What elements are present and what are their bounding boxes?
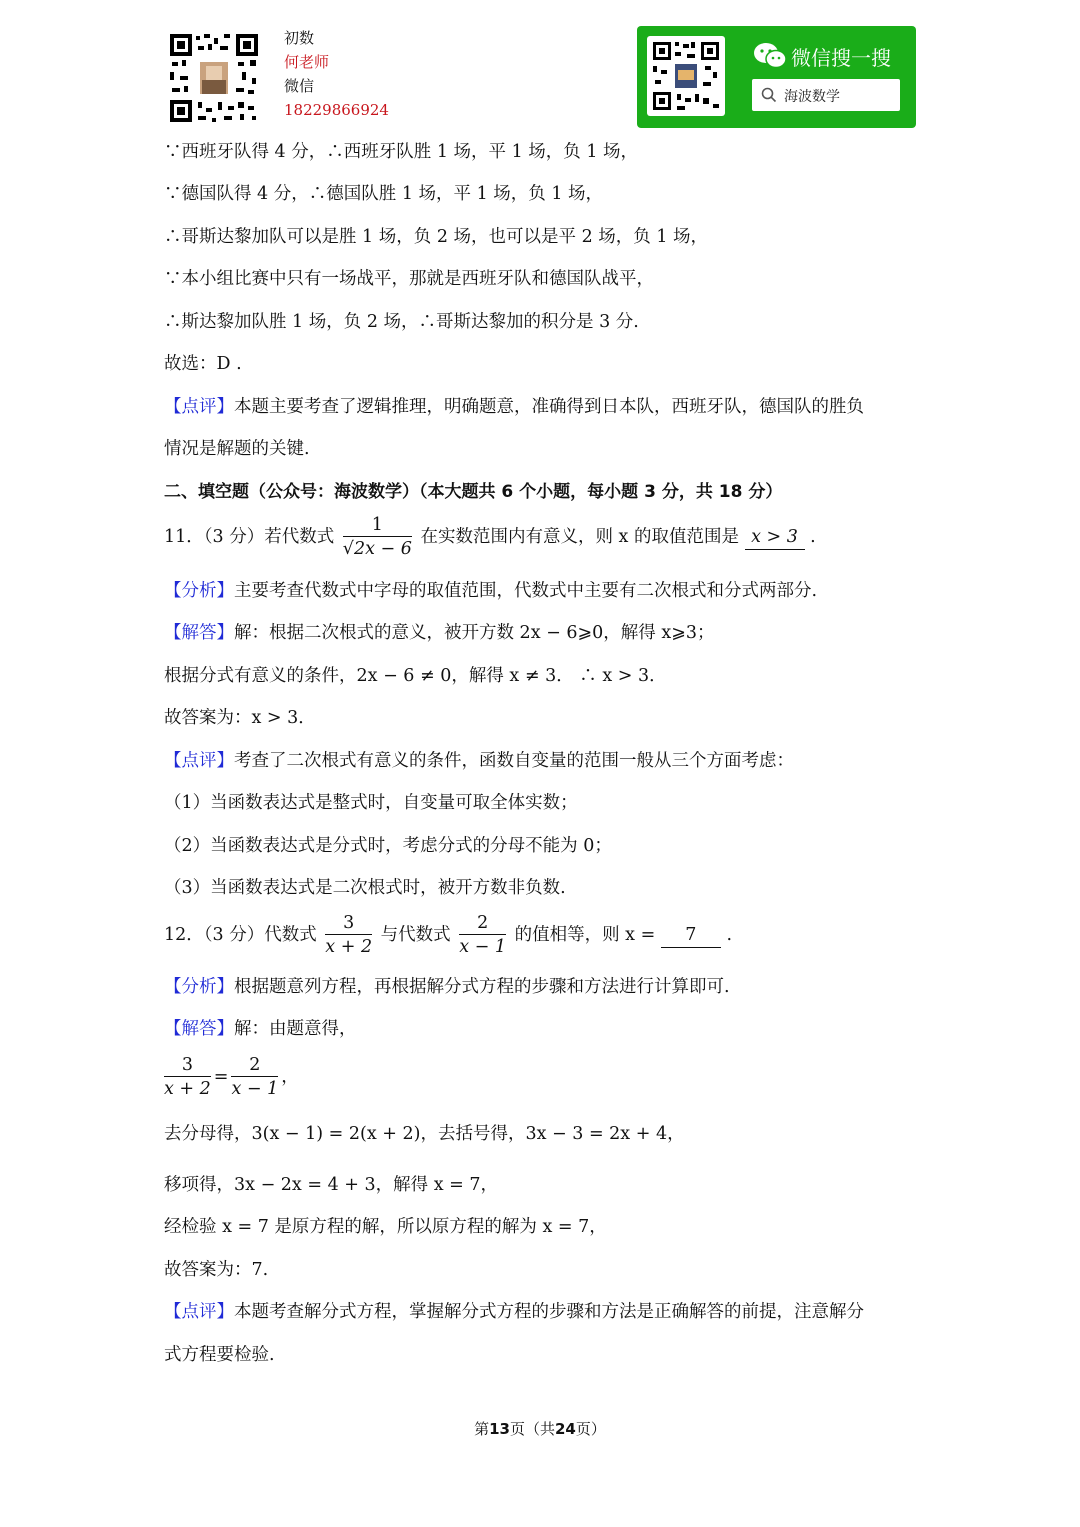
q11-middle: 在实数范围内有意义，则 x 的取值范围是 [420,527,739,547]
analysis-text: 主要考查代数式中字母的取值范围，代数式中主要有二次根式和分式两部分. [234,581,818,601]
eq-equals: = [213,1067,229,1087]
q11-frac-den: √2x − 6 [342,539,412,559]
q12-solution [164,1017,357,1041]
eq-left-den: x + 2 [164,1079,211,1099]
page-footer [0,1418,1080,1439]
contact-teacher-name: 何老师 [284,53,330,71]
wechat-logo-icon [753,42,787,74]
q12-fraction-1 [325,912,372,959]
eq-right-num: 2 [231,1054,278,1077]
solution-text: 解：由题意得， [234,1019,357,1039]
search-icon [761,87,777,103]
q11-review [164,749,794,773]
question-12 [164,912,732,959]
text-line: ∵西班牙队得 4 分，∴西班牙队胜 1 场，平 1 场，负 1 场， [164,142,639,162]
wechat-search-banner[interactable] [637,26,916,128]
review-text: 本题考查解分式方程，掌握解分式方程的步骤和方法是正确解答的前提，注意解分 [234,1302,864,1322]
q12-frac1-num: 3 [325,912,372,935]
text-line: ∴哥斯达黎加队可以是胜 1 场，负 2 场，也可以是平 2 场，负 1 场， [164,227,709,247]
text-line: ∴斯达黎加队胜 1 场，负 2 场，∴哥斯达黎加的积分是 3 分. [164,312,639,332]
q11-analysis [164,579,817,603]
q11-frac-num: 1 [343,514,412,537]
q12-frac2-den: x − 1 [459,937,507,957]
q11-end: . [810,527,816,547]
q12-step: 故答案为：7. [164,1260,269,1280]
q12-analysis [164,975,730,999]
analysis-tag: 【分析】 [164,581,234,601]
q12-frac2-num: 2 [459,912,506,935]
q12-review-cont: 式方程要检验. [164,1345,275,1365]
q12-answer-blank: 7 [661,923,721,948]
eq-right-fraction [231,1054,278,1101]
wechat-search-text: 海波数学 [784,89,840,105]
text-line: ∵本小组比赛中只有一场战平，那就是西班牙队和德国队战平， [164,269,654,289]
q11-solution-line: 根据分式有意义的条件，2x − 6 ≠ 0，解得 x ≠ 3． ∴ x > 3． [164,666,667,686]
q11-solution-line: 故答案为：x > 3． [164,708,316,728]
teacher-contact [284,26,389,122]
review-tag: 【点评】 [164,397,234,417]
solution-tag: 【解答】 [164,1019,234,1039]
contact-phone: 18229866924 [284,101,389,119]
q11-solution [164,621,715,645]
wechat-search-box[interactable] [752,79,900,111]
q12-step: 去分母得，3(x − 1) = 2(x + 2)，去括号得，3x − 3 = 2x + 4， [164,1124,685,1144]
q11-point: （1）当函数表达式是整式时，自变量可取全体实数； [164,793,578,813]
wechat-search-title: 微信搜一搜 [791,46,891,70]
review-tag: 【点评】 [164,1302,234,1322]
q11-point: （3）当函数表达式是二次根式时，被开方数非负数. [164,878,566,898]
contact-wechat-label: 微信 [284,77,315,95]
q11-answer-blank: x > 3 [745,525,805,550]
eq-right-den: x − 1 [231,1079,279,1099]
eq-end: ， [281,1067,299,1087]
wechat-qr-code [647,36,725,116]
solution-tag: 【解答】 [164,623,234,643]
footer-middle: 页（共 [509,1420,555,1438]
question-11 [164,514,816,561]
review-text: 考查了二次根式有意义的条件，函数自变量的范围一般从三个方面考虑： [234,751,794,771]
q12-review [164,1300,864,1324]
q12-middle: 与代数式 [380,925,451,945]
footer-total: 24 [555,1420,576,1438]
q12-step: 经检验 x = 7 是原方程的解，所以原方程的解为 x = 7， [164,1217,607,1237]
section-title: 二、填空题（公众号：海波数学）（本大题共 6 个小题，每小题 3 分，共 18 分） [164,482,783,502]
text-line: 故选：D . [164,354,242,374]
q11-prefix: 11．（3 分）若代数式 [164,527,335,547]
solution-text: 解：根据二次根式的意义，被开方数 2x − 6⩾0，解得 x⩾3； [234,623,715,643]
q11-fraction [343,514,412,561]
text-line: ∵德国队得 4 分，∴德国队胜 1 场，平 1 场，负 1 场， [164,184,604,204]
qr-code-teacher [168,32,260,124]
review-text: 本题主要考查了逻辑推理，明确题意，准确得到日本队，西班牙队，德国队的胜负 [234,397,864,417]
analysis-text: 根据题意列方程，再根据解分式方程的步骤和方法进行计算即可. [234,977,730,997]
review-tag: 【点评】 [164,751,234,771]
q12-equation [164,1054,299,1101]
footer-page: 13 [489,1420,510,1438]
q12-prefix: 12．（3 分）代数式 [164,925,317,945]
q11-point: （2）当函数表达式是分式时，考虑分式的分母不能为 0； [164,836,612,856]
footer-prefix: 第 [474,1420,490,1438]
eq-left-fraction [164,1054,211,1101]
q12-suffix: 的值相等，则 x = [514,925,656,945]
analysis-tag: 【分析】 [164,977,234,997]
contact-subject: 初数 [284,29,315,47]
footer-suffix: 页） [575,1420,606,1438]
q12-end: . [726,925,733,945]
review-paragraph [164,395,864,419]
q12-frac1-den: x + 2 [325,937,373,957]
eq-left-num: 3 [164,1054,211,1077]
q12-step: 移项得，3x − 2x = 4 + 3，解得 x = 7， [164,1175,498,1195]
q12-fraction-2 [459,912,506,959]
review-paragraph-cont: 情况是解题的关键. [164,439,310,459]
